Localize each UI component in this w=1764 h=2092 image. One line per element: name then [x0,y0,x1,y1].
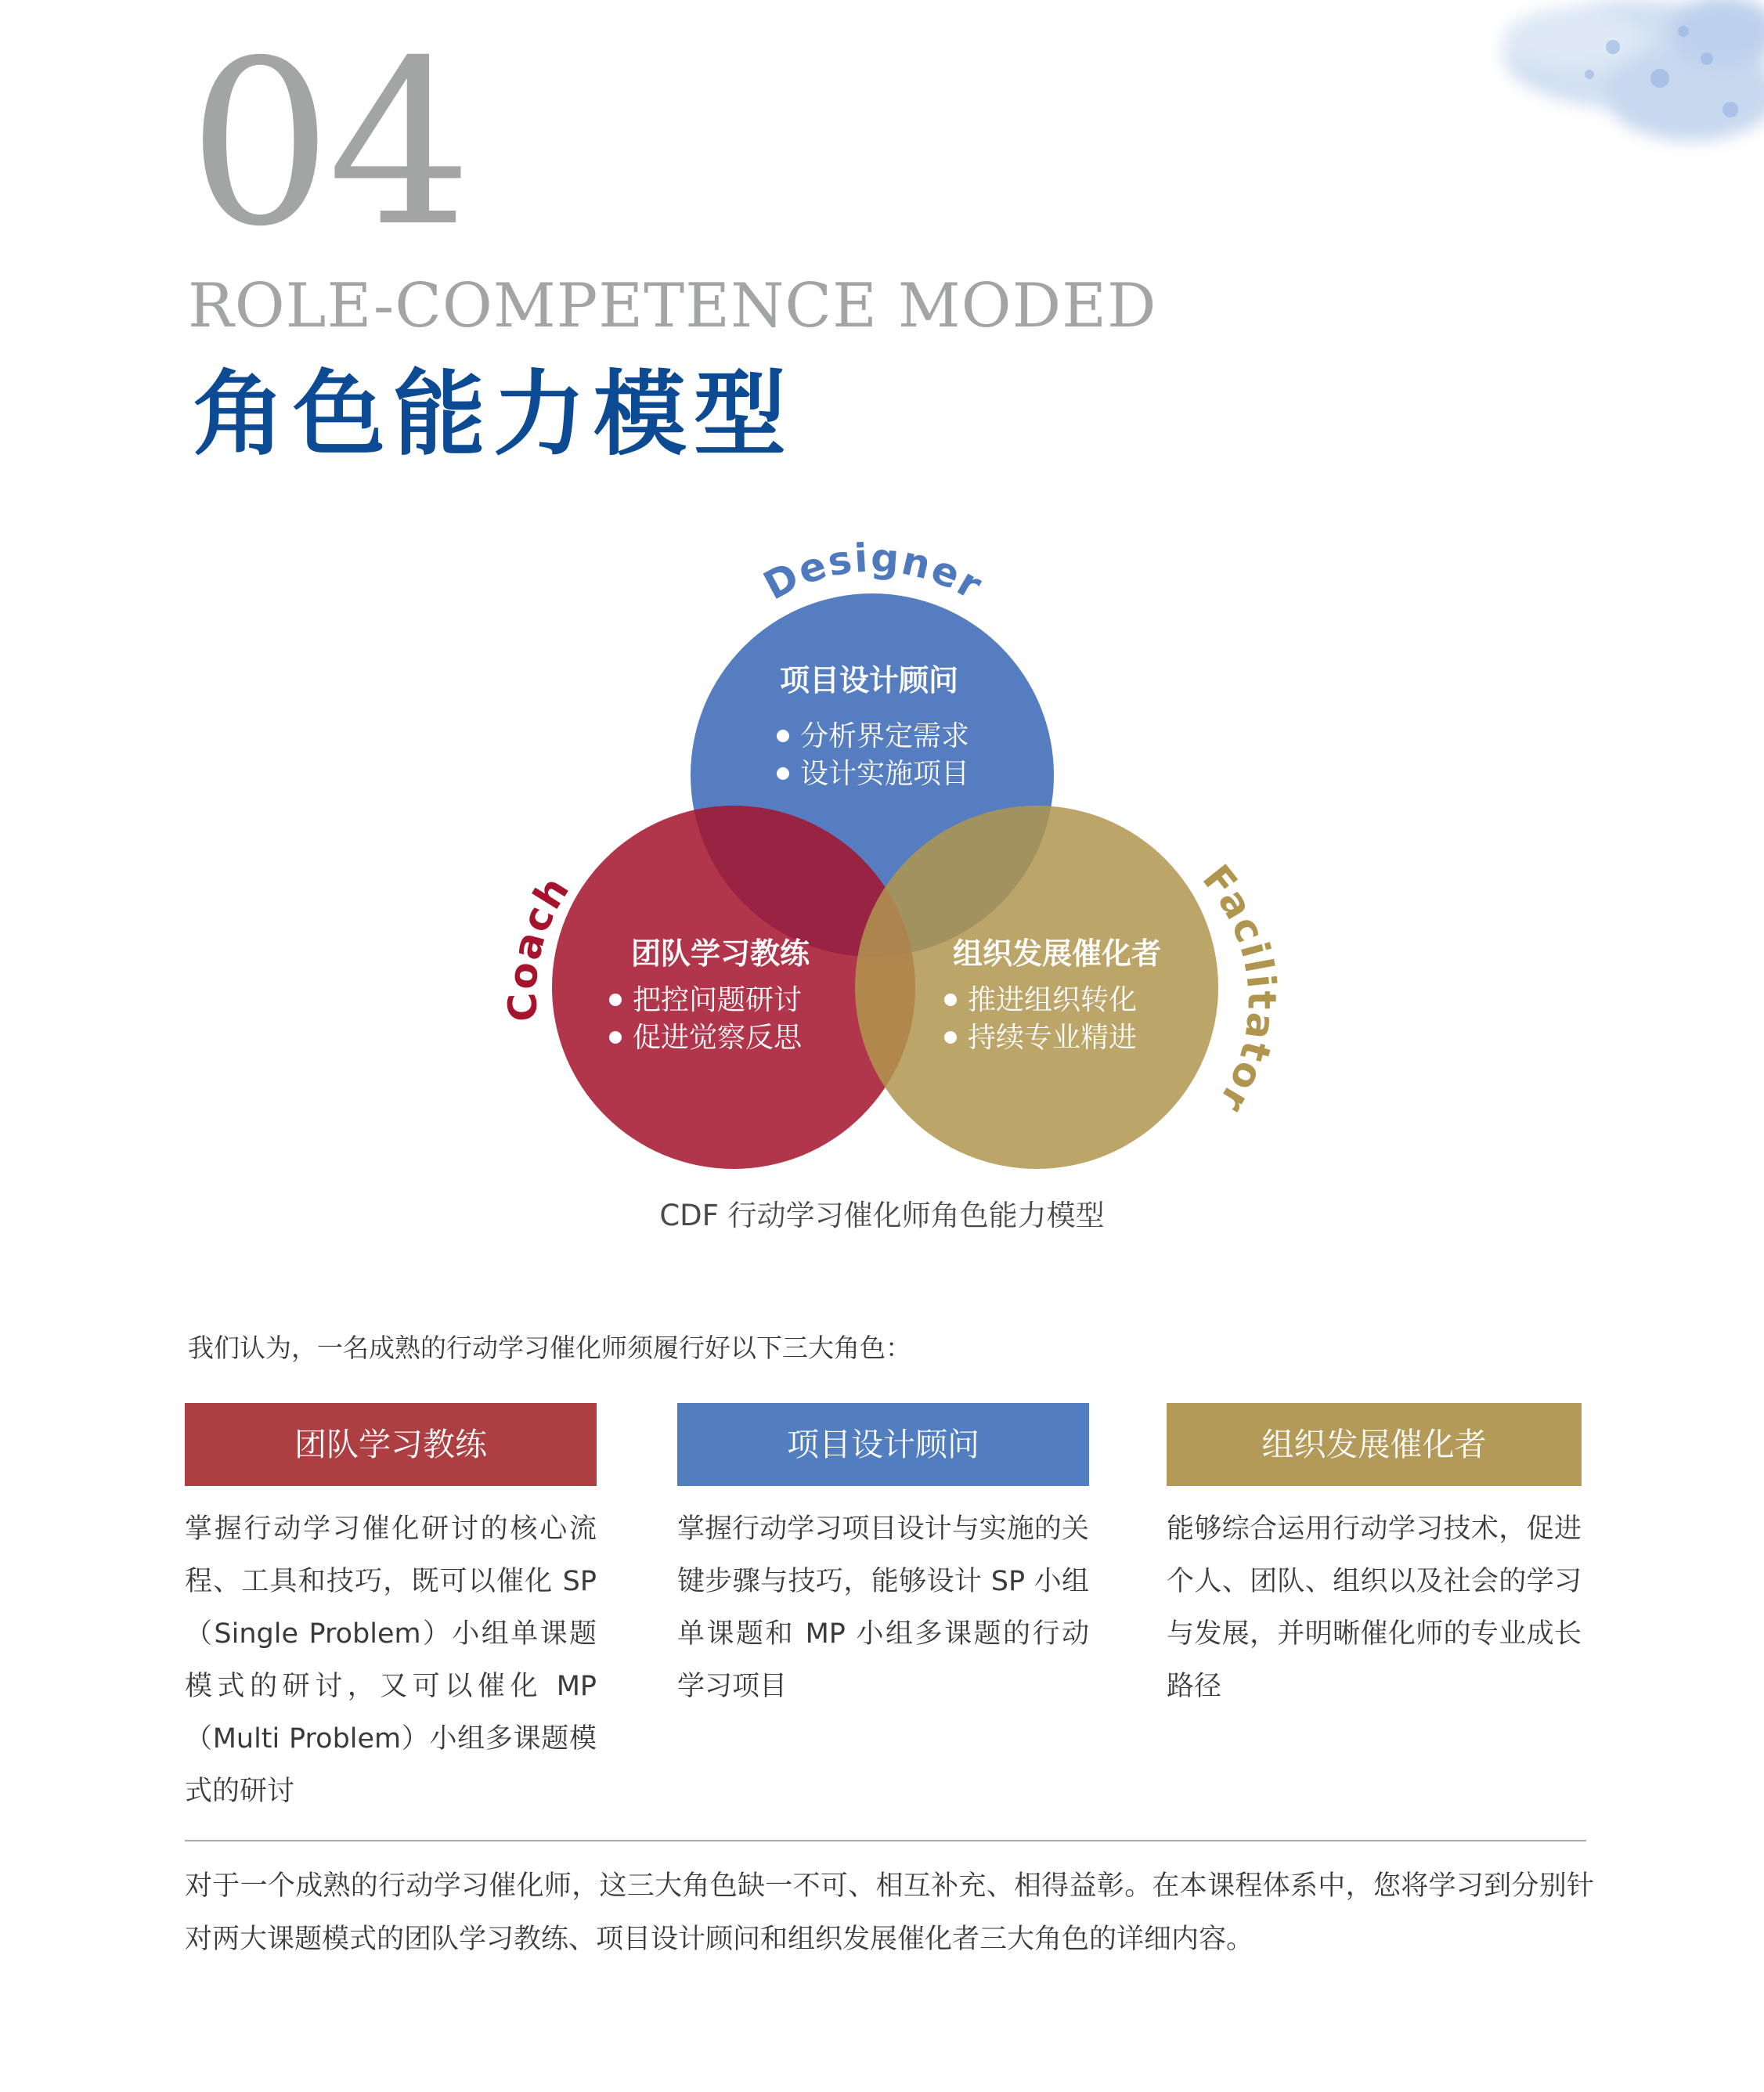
facilitator-item: 推进组织转化 [968,984,1138,1016]
venn-caption: CDF 行动学习催化师角色能力模型 [659,1199,1105,1232]
subtitle-english: ROLE-COMPETENCE MODED [188,271,1157,341]
bullet-icon [777,730,789,742]
coach-content [609,936,811,1054]
bullet-icon [944,1031,957,1044]
bullet-icon [609,1031,622,1044]
role-description-coach: 掌握行动学习催化研讨的核心流程、工具和技巧，既可以催化 SP（Single Problem）小组单课题模式的研讨，又可以催化 MP（Multi Problem）小组多课题模式的研讨 [185,1513,597,1807]
role-header-coach: 团队学习教练 [185,1403,597,1486]
summary-text: 对于一个成熟的行动学习催化师，这三大角色缺一不可、相互补充、相得益彰。在本课程体系中，您将学习到分别针对两大课题模式的团队学习教练、项目设计顾问和组织发展催化者三大角色的详细内容。 [185,1870,1594,1955]
bullet-icon [944,994,957,1006]
coach-item: 促进觉察反思 [633,1022,803,1054]
facilitator-title: 组织发展催化者 [952,936,1162,971]
coach-title: 团队学习教练 [630,936,810,971]
section-number: 04 [188,13,468,276]
divider [185,1840,1586,1841]
coach-label: Coach [499,867,579,1023]
coach-item: 把控问题研讨 [633,984,803,1016]
bullet-icon [609,994,622,1006]
facilitator-content [944,936,1161,1054]
role-description-designer: 掌握行动学习项目设计与实施的关键步骤与技巧，能够设计 SP 小组单课题和 MP 小组多课题的行动学习项目 [677,1513,1089,1702]
role-description-facilitator: 能够综合运用行动学习技术，促进个人、团队、组织以及社会的学习与发展，并明晰催化师的专业成长路径 [1167,1513,1582,1702]
designer-label: Designer [756,535,991,609]
page-title: 角色能力模型 [193,360,795,468]
role-header-designer: 项目设计顾问 [677,1403,1089,1486]
designer-title: 项目设计顾问 [779,663,959,698]
intro-text: 我们认为，一名成熟的行动学习催化师须履行好以下三大角色： [188,1333,911,1363]
bullet-icon [777,767,789,780]
designer-item: 设计实施项目 [800,758,970,790]
facilitator-label: Facilitator [1193,856,1285,1121]
role-header-facilitator: 组织发展催化者 [1167,1403,1582,1486]
designer-item: 分析界定需求 [800,720,970,752]
facilitator-item: 持续专业精进 [968,1022,1138,1054]
designer-content [777,663,969,790]
